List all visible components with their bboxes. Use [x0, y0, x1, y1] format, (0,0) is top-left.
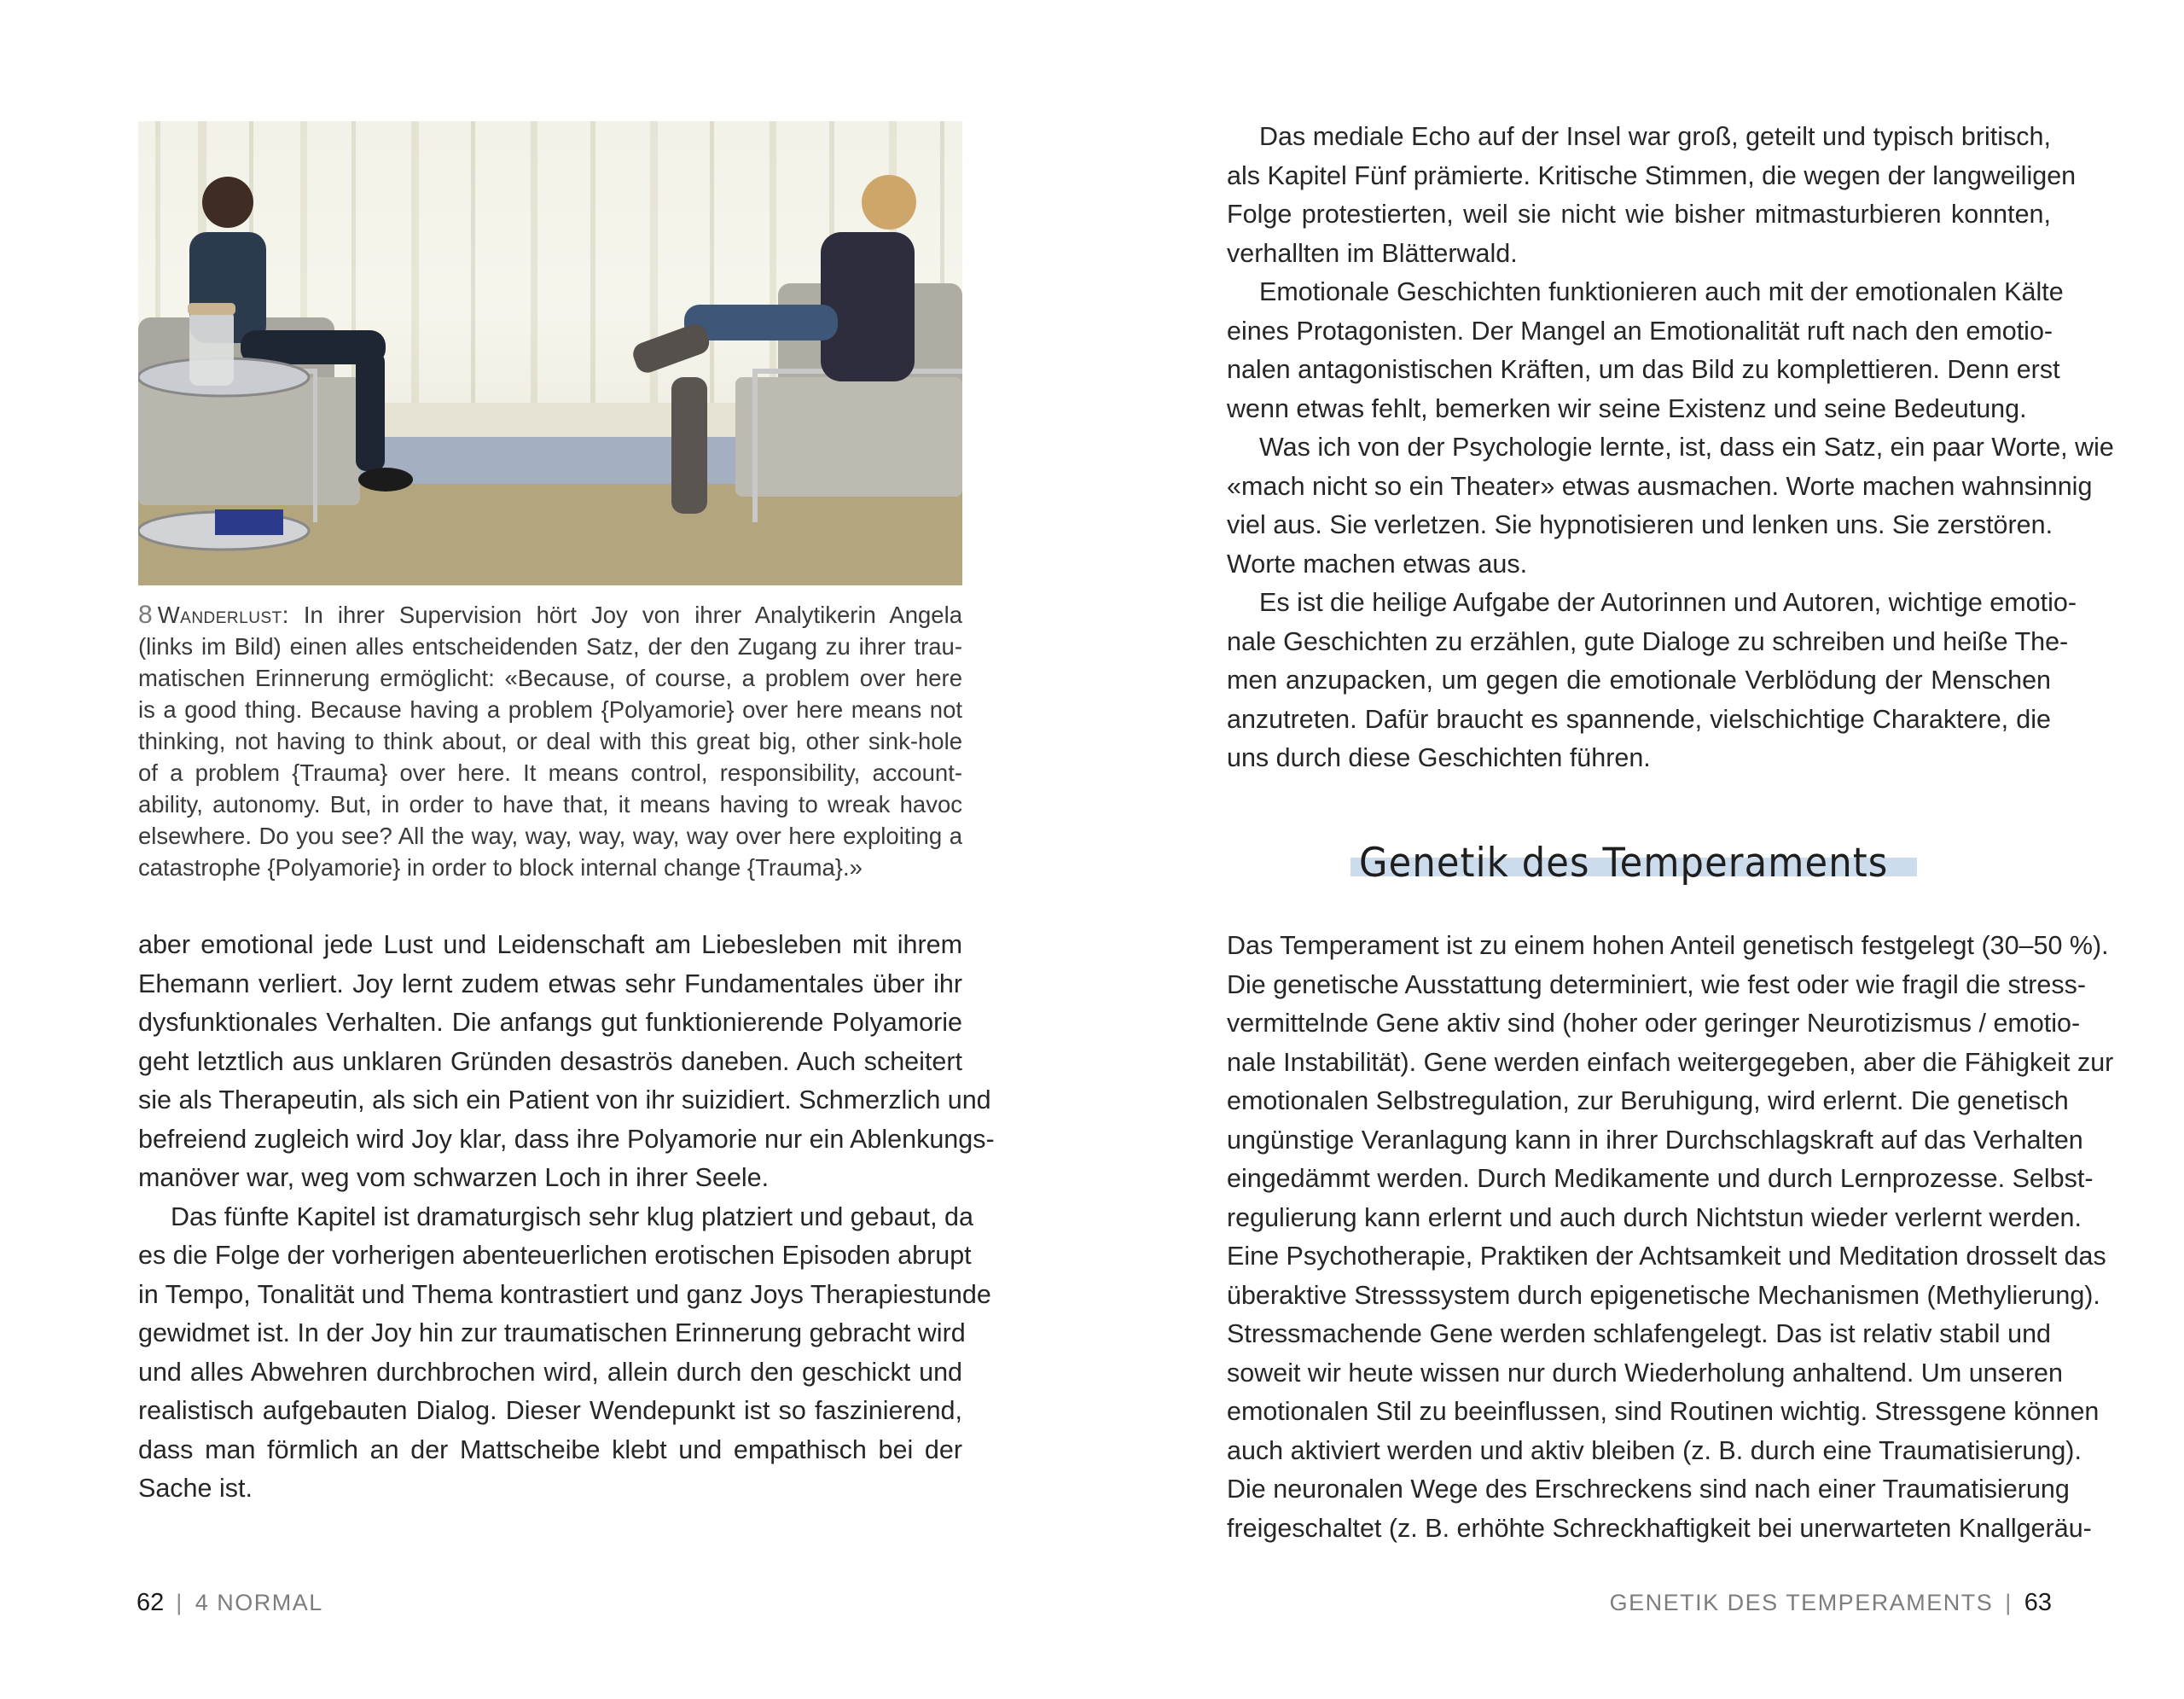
page-number: 62	[136, 1589, 165, 1616]
caption-line: is a good thing. Because having a problem {Polyamorie} over here means not	[138, 696, 962, 723]
figure-title: Wanderlust:	[157, 602, 289, 628]
text-line: regulierung kann erlernt und auch durch Nichtstun wieder verlernt werden.	[1227, 1202, 2082, 1232]
caption-line: thinking, not having to think about, or deal with this great big, other sink-hole	[138, 728, 962, 754]
footer-separator: |	[2005, 1590, 2013, 1615]
text-line: eines Protagonisten. Der Mangel an Emotionalität ruft nach den emotio-	[1227, 316, 2053, 346]
figure-number: 8	[138, 601, 153, 629]
text-line: eingedämmt werden. Durch Medikamente und durch Lernprozesse. Selbst-	[1227, 1164, 2094, 1193]
text-line: gewidmet ist. In der Joy hin zur traumatischen Erinnerung gebracht wird	[138, 1318, 966, 1347]
text-line: Sache ist.	[138, 1474, 253, 1503]
text-line: aber emotional jede Lust und Leidenschaft am Liebesleben mit ihrem	[138, 930, 962, 959]
text-line: freigeschaltet (z. B. erhöhte Schreckhaftigkeit bei unerwarteten Knallgeräu-	[1227, 1513, 2092, 1543]
text-line: überaktive Stresssystem durch epigenetische Mechanismen (Methylierung).	[1227, 1280, 2100, 1310]
text-line: ungünstige Veranlagung kann in ihrer Durchschlagskraft auf das Verhalten	[1227, 1125, 2083, 1155]
caption-line: catastrophe {Polyamorie} in order to block internal change {Trauma}.»	[138, 854, 863, 881]
right-body-text-top	[1227, 118, 2114, 778]
text-line: Das Temperament ist zu einem hohen Anteil genetisch festgelegt (30–50 %).	[1227, 931, 2109, 960]
text-line: soweit wir heute wissen nur durch Wiederholung anhaltend. Um unseren	[1227, 1358, 2063, 1388]
text-line: nalen antagonistischen Kräften, um das Bild zu komplettieren. Denn erst	[1227, 355, 2060, 384]
caption-line: matischen Erinnerung ermöglicht: «Because, of course, a problem over here	[138, 665, 962, 691]
text-line: manöver war, weg vom schwarzen Loch in ihrer Seele.	[138, 1163, 770, 1192]
text-line: Das mediale Echo auf der Insel war groß, geteilt und typisch britisch,	[1259, 122, 2051, 151]
text-line: dass man förmlich an der Mattscheibe klebt und empathisch bei der	[138, 1434, 962, 1464]
text-line: emotionalen Selbstregulation, zur Beruhigung, wird erlernt. Die genetisch	[1227, 1086, 2069, 1115]
section-heading-text: Genetik des Temperaments	[1359, 840, 1889, 887]
text-line: nale Geschichten zu erzählen, gute Dialoge zu schreiben und heiße The-	[1227, 626, 2069, 656]
caption-line: (links im Bild) einen alles entscheidenden Satz, der den Zugang zu ihrer trau-	[138, 633, 962, 660]
text-line: sie als Therapeutin, als sich ein Patient von ihr suizidiert. Schmerzlich und	[138, 1085, 991, 1114]
right-page-footer	[1610, 1586, 2052, 1620]
text-line: uns durch diese Geschichten führen.	[1227, 743, 1651, 772]
text-line: Ehemann verliert. Joy lernt zudem etwas sehr Fundamentales über ihr	[138, 969, 962, 998]
text-line: befreiend zugleich wird Joy klar, dass ihre Polyamorie nur ein Ablenkungs-	[138, 1124, 995, 1154]
running-head: GENETIK DES TEMPERAMENTS	[1609, 1590, 1994, 1615]
section-heading	[1350, 838, 1917, 889]
left-page-footer	[136, 1586, 323, 1620]
text-line: wenn etwas fehlt, bemerken wir seine Existenz und seine Bedeutung.	[1227, 393, 2027, 423]
right-body-text-bottom	[1227, 927, 2114, 1548]
text-line: Worte machen etwas aus.	[1227, 549, 1528, 579]
caption-line: of a problem {Trauma} over here. It means control, responsibility, account-	[138, 759, 962, 786]
text-line: geht letztlich aus unklaren Gründen desaströs daneben. Auch scheitert	[138, 1046, 962, 1076]
caption-line	[138, 599, 962, 631]
text-line: Es ist die heilige Aufgabe der Autorinnen und Autoren, wichtige emotio-	[1259, 588, 2077, 617]
text-line: Eine Psychotherapie, Praktiken der Achtsamkeit und Meditation drosselt das	[1227, 1242, 2106, 1271]
text-line: vermittelnde Gene aktiv sind (hoher oder geringer Neurotizismus / emotio-	[1227, 1009, 2081, 1038]
text-line: verhallten im Blätterwald.	[1227, 238, 1518, 268]
text-line: und alles Abwehren durchbrochen wird, allein durch den geschickt und	[138, 1357, 962, 1387]
text-line: dysfunktionales Verhalten. Die anfangs gut funktionierende Polyamorie	[138, 1008, 962, 1037]
caption-text: In ihrer Supervision hört Joy von ihrer Analytikerin Angela	[288, 602, 962, 628]
footer-separator: |	[176, 1590, 183, 1615]
caption-line: elsewhere. Do you see? All the way, way, way, way, way over here exploiting a	[138, 823, 962, 849]
left-body-text	[138, 926, 995, 1509]
text-line: Was ich von der Psychologie lernte, ist, dass ein Satz, ein paar Worte, wie	[1259, 433, 2114, 462]
figure-photo	[138, 121, 962, 585]
figure-caption	[138, 599, 962, 883]
text-line: «mach nicht so ein Theater» etwas ausmachen. Worte machen wahnsinnig	[1227, 471, 2093, 501]
therapy-scene-illustration	[138, 121, 962, 585]
text-line: Die genetische Ausstattung determiniert, wie fest oder wie fragil die stress-	[1227, 969, 2086, 999]
text-line: in Tempo, Tonalität und Thema kontrastiert und ganz Joys Therapiestunde	[138, 1279, 991, 1309]
text-line: als Kapitel Fünf prämierte. Kritische Stimmen, die wegen der langweiligen	[1227, 160, 2077, 190]
text-line: Stressmachende Gene werden schlafengelegt. Das ist relativ stabil und	[1227, 1319, 2051, 1348]
text-line: Folge protestierten, weil sie nicht wie bisher mitmasturbieren konnten,	[1227, 200, 2051, 229]
text-line: Das fünfte Kapitel ist dramaturgisch sehr klug platziert und gebaut, da	[171, 1202, 973, 1231]
text-line: Die neuronalen Wege des Erschreckens sind nach einer Traumatisierung	[1227, 1475, 2070, 1504]
text-line: nale Instabilität). Gene werden einfach weitergegeben, aber die Fähigkeit zur	[1227, 1047, 2114, 1077]
page-number: 63	[2024, 1589, 2052, 1616]
text-line: realistisch aufgebauten Dialog. Dieser Wendepunkt ist so faszinierend,	[138, 1396, 962, 1425]
running-head: 4 NORMAL	[195, 1590, 323, 1615]
text-line: auch aktiviert werden und aktiv bleiben (z. B. durch eine Traumatisierung).	[1227, 1435, 2082, 1465]
text-line: emotionalen Stil zu beeinflussen, sind Routinen wichtig. Stressgene können	[1227, 1397, 2100, 1426]
text-line: men anzupacken, um gegen die emotionale Verblödung der Menschen	[1227, 666, 2051, 695]
text-line: viel aus. Sie verletzen. Sie hypnotisieren und lenken uns. Sie zerstören.	[1227, 510, 2053, 539]
text-line: anzutreten. Dafür braucht es spannende, vielschichtige Charaktere, die	[1227, 704, 2051, 734]
text-line: es die Folge der vorherigen abenteuerlichen erotischen Episoden abrupt	[138, 1241, 972, 1270]
text-line: Emotionale Geschichten funktionieren auch mit der emotionalen Kälte	[1259, 277, 2064, 306]
caption-line: ability, autonomy. But, in order to have that, it means having to wreak havoc	[138, 791, 962, 817]
